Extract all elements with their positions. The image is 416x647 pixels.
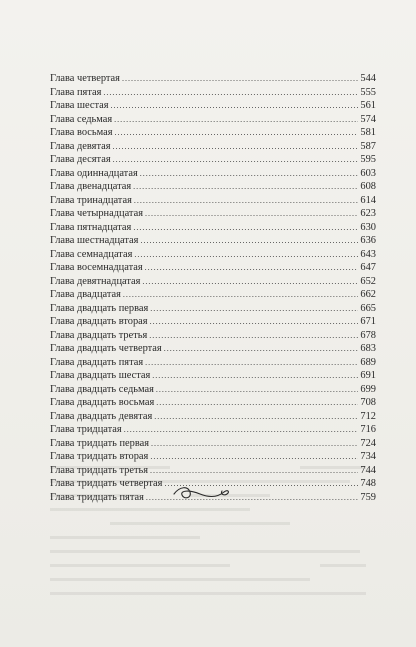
- toc-entry-title: Глава двадцать вторая: [50, 316, 148, 327]
- toc-entry-page-number: 665: [360, 302, 376, 314]
- toc-entry-title: Глава четырнадцатая: [50, 208, 143, 219]
- dot-leader: [150, 302, 358, 316]
- dot-leader: [103, 86, 358, 100]
- toc-entry-page-number: 724: [360, 437, 376, 449]
- toc-entry: [50, 450, 376, 464]
- toc-entry: [50, 126, 376, 140]
- toc-entry-page-number: 595: [360, 154, 376, 165]
- toc-entry-title: Глава двадцать третья: [50, 329, 148, 341]
- dot-leader: [142, 275, 358, 289]
- dot-leader: [114, 113, 358, 127]
- toc-entry-title: Глава тридцать четвертая: [50, 478, 163, 489]
- toc-entry: [50, 437, 376, 451]
- toc-entry: [50, 423, 376, 437]
- toc-entry-title: Глава седьмая: [50, 113, 113, 125]
- toc-entry-page-number: 712: [360, 410, 376, 422]
- dot-leader: [152, 369, 358, 383]
- toc-entry: [50, 410, 376, 424]
- toc-entry-title: Глава двадцать шестая: [50, 370, 151, 381]
- toc-entry-page-number: 699: [360, 383, 376, 395]
- toc-entry: [50, 99, 376, 113]
- dot-leader: [113, 140, 359, 154]
- dot-leader: [156, 396, 358, 410]
- toc-entry: [50, 288, 376, 302]
- dot-leader: [140, 234, 358, 248]
- toc-entry-title: Глава тридцать вторая: [50, 451, 149, 462]
- toc-entry-title: Глава двадцатая: [50, 289, 121, 300]
- table-of-contents: [50, 72, 376, 504]
- toc-entry-title: Глава четвертая: [50, 73, 120, 84]
- toc-entry-title: Глава пятнадцатая: [50, 221, 132, 233]
- toc-entry-page-number: 608: [360, 181, 376, 192]
- dot-leader: [140, 167, 359, 181]
- toc-entry-title: Глава девятая: [50, 140, 111, 152]
- dot-leader: [133, 221, 358, 235]
- toc-entry-page-number: 636: [360, 235, 376, 246]
- toc-entry-page-number: 603: [360, 167, 376, 179]
- dot-leader: [111, 99, 359, 113]
- toc-entry-title: Глава двадцать четвертая: [50, 343, 162, 354]
- toc-entry-page-number: 689: [360, 356, 376, 368]
- dot-leader: [150, 315, 359, 329]
- toc-entry-page-number: 652: [360, 275, 376, 287]
- dot-leader: [134, 248, 358, 262]
- toc-entry: [50, 464, 376, 478]
- toc-entry-title: Глава тридцатая: [50, 424, 122, 435]
- toc-entry: [50, 261, 376, 275]
- dot-leader: [123, 288, 358, 302]
- toc-entry-page-number: 759: [360, 491, 376, 503]
- toc-entry-title: Глава восемнадцатая: [50, 262, 143, 273]
- toc-entry: [50, 342, 376, 356]
- dot-leader: [145, 356, 358, 370]
- toc-entry-page-number: 630: [360, 221, 376, 233]
- toc-entry-title: Глава двенадцатая: [50, 181, 132, 192]
- dot-leader: [134, 194, 359, 208]
- toc-entry: [50, 369, 376, 383]
- toc-entry-title: Глава одиннадцатая: [50, 167, 138, 179]
- toc-entry-page-number: 678: [360, 329, 376, 341]
- toc-entry-page-number: 544: [360, 73, 376, 84]
- toc-entry: [50, 180, 376, 194]
- toc-entry-page-number: 643: [360, 248, 376, 260]
- toc-entry: [50, 356, 376, 370]
- toc-entry-title: Глава двадцать первая: [50, 302, 149, 314]
- toc-entry: [50, 140, 376, 154]
- toc-entry-title: Глава десятая: [50, 154, 111, 165]
- toc-entry-title: Глава тридцать пятая: [50, 491, 144, 503]
- dot-leader: [122, 72, 358, 86]
- dot-leader: [113, 153, 359, 167]
- toc-entry: [50, 329, 376, 343]
- toc-entry-title: Глава шестнадцатая: [50, 235, 139, 246]
- dot-leader: [145, 207, 358, 221]
- toc-entry-page-number: 708: [360, 397, 376, 408]
- toc-entry-page-number: 691: [360, 370, 376, 381]
- toc-entry-page-number: 623: [360, 208, 376, 219]
- toc-entry-page-number: 683: [360, 343, 376, 354]
- toc-entry-page-number: 587: [360, 140, 376, 152]
- toc-entry: [50, 302, 376, 316]
- toc-entry-page-number: 744: [360, 464, 376, 476]
- dot-leader: [150, 464, 358, 478]
- toc-entry-page-number: 734: [360, 451, 376, 462]
- toc-entry: [50, 315, 376, 329]
- dot-leader: [145, 261, 359, 275]
- toc-entry-page-number: 647: [360, 262, 376, 273]
- toc-entry-page-number: 614: [360, 194, 376, 206]
- toc-entry: [50, 221, 376, 235]
- toc-entry-title: Глава двадцать восьмая: [50, 397, 155, 408]
- toc-entry: [50, 167, 376, 181]
- dot-leader: [124, 423, 359, 437]
- toc-entry-page-number: 574: [360, 113, 376, 125]
- toc-entry: [50, 194, 376, 208]
- toc-entry-title: Глава девятнадцатая: [50, 275, 141, 287]
- toc-entry-title: Глава двадцать пятая: [50, 356, 144, 368]
- dot-leader: [156, 383, 359, 397]
- toc-entry-title: Глава тридцать первая: [50, 437, 150, 449]
- toc-entry: [50, 72, 376, 86]
- toc-entry: [50, 396, 376, 410]
- toc-entry-title: Глава восьмая: [50, 127, 113, 138]
- toc-entry-title: Глава двадцать седьмая: [50, 383, 154, 395]
- toc-entry-title: Глава семнадцатая: [50, 248, 133, 260]
- toc-entry-page-number: 716: [360, 424, 376, 435]
- dot-leader: [150, 450, 358, 464]
- toc-entry-page-number: 581: [360, 127, 376, 138]
- toc-entry-title: Глава двадцать девятая: [50, 410, 153, 422]
- toc-entry-page-number: 671: [360, 316, 376, 327]
- toc-entry: [50, 383, 376, 397]
- toc-entry-page-number: 662: [360, 289, 376, 300]
- flourish-ornament-icon: [170, 482, 232, 504]
- dot-leader: [115, 126, 359, 140]
- toc-entry: [50, 275, 376, 289]
- dot-leader: [151, 437, 358, 451]
- toc-entry-page-number: 561: [360, 100, 376, 111]
- toc-entry: [50, 207, 376, 221]
- toc-entry: [50, 248, 376, 262]
- toc-entry: [50, 86, 376, 100]
- toc-entry: [50, 234, 376, 248]
- dot-leader: [154, 410, 358, 424]
- toc-entry-page-number: 555: [360, 86, 376, 98]
- toc-entry-title: Глава тринадцатая: [50, 194, 132, 206]
- toc-entry-title: Глава пятая: [50, 86, 102, 98]
- toc-entry: [50, 113, 376, 127]
- dot-leader: [164, 342, 359, 356]
- dot-leader: [133, 180, 358, 194]
- dot-leader: [149, 329, 358, 343]
- toc-entry: [50, 153, 376, 167]
- toc-entry-title: Глава шестая: [50, 100, 109, 111]
- toc-entry-title: Глава тридцать третья: [50, 464, 149, 476]
- toc-entry-page-number: 748: [360, 478, 376, 489]
